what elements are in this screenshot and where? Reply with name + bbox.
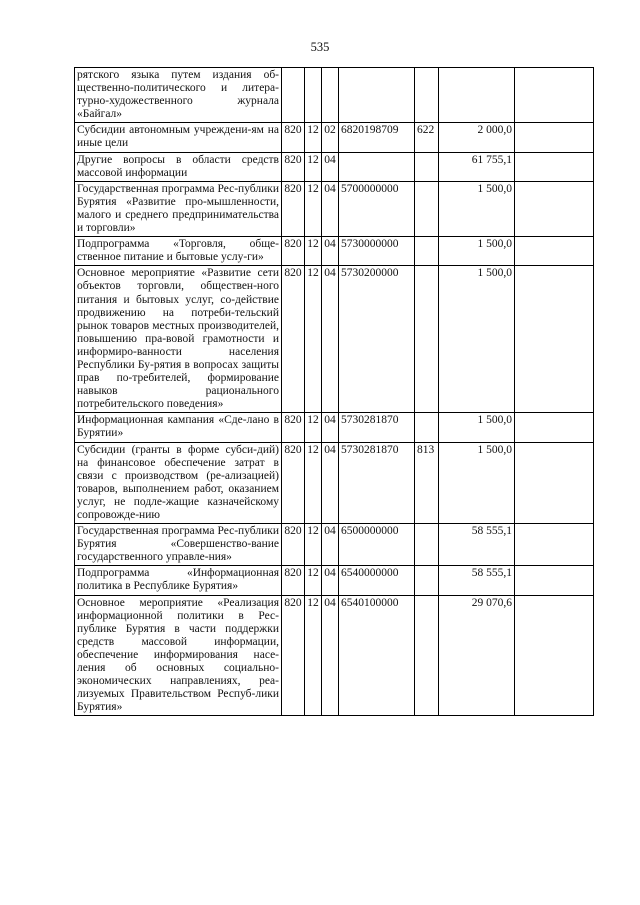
expense-type-cell [415, 266, 439, 413]
table-row [75, 123, 594, 152]
row-name-cell: Другие вопросы в области средств массовой информации [75, 152, 282, 181]
budget-table [74, 67, 594, 716]
target-article-cell: 5730000000 [339, 237, 415, 266]
subsection-code-cell: 04 [322, 566, 339, 595]
amount-cell: 1 500,0 [439, 413, 515, 442]
table-row [75, 68, 594, 123]
grbs-code-cell: 820 [282, 442, 305, 524]
row-name-cell: Основное мероприятие «Реализация информационной политики в Рес-публике Бурятия в части поддержки средств массовой информации, обеспечение информирования насе-ления об основных социально-экономических направлениях, реа-лизуемых Правительством Респуб-лики Бурятия» [75, 595, 282, 716]
extra-cell [515, 442, 594, 524]
amount-cell: 2 000,0 [439, 123, 515, 152]
target-article-cell: 5730200000 [339, 266, 415, 413]
grbs-code-cell: 820 [282, 566, 305, 595]
target-article-cell: 5730281870 [339, 413, 415, 442]
section-code-cell: 12 [305, 442, 322, 524]
grbs-code-cell: 820 [282, 181, 305, 236]
row-name-cell: Основное мероприятие «Развитие сети объектов торговли, обществен-ного питания и бытовых услуг, со-действие продвижению на потреби-тельский рынок товаров местных производителей, повышению пра-вовой грамотности и информиро-ванности населения Республики Бу-рятия в вопросах защиты прав по-требителей, формирование навыков рационального потребительского поведения» [75, 266, 282, 413]
row-name-cell: Государственная программа Рес-публики Бурятия «Развитие про-мышленности, малого и среднего предпринимательства и торговли» [75, 181, 282, 236]
subsection-code-cell: 04 [322, 266, 339, 413]
subsection-code-cell: 04 [322, 181, 339, 236]
target-article-cell: 5730281870 [339, 442, 415, 524]
amount-cell: 61 755,1 [439, 152, 515, 181]
target-article-cell [339, 152, 415, 181]
amount-cell: 58 555,1 [439, 566, 515, 595]
section-code-cell: 12 [305, 266, 322, 413]
amount-cell: 1 500,0 [439, 237, 515, 266]
extra-cell [515, 266, 594, 413]
section-code-cell: 12 [305, 181, 322, 236]
target-article-cell: 6500000000 [339, 524, 415, 566]
subsection-code-cell: 02 [322, 123, 339, 152]
section-code-cell: 12 [305, 237, 322, 266]
subsection-code-cell: 04 [322, 595, 339, 716]
target-article-cell: 6540000000 [339, 566, 415, 595]
expense-type-cell [415, 413, 439, 442]
grbs-code-cell: 820 [282, 524, 305, 566]
expense-type-cell [415, 237, 439, 266]
expense-type-cell [415, 68, 439, 123]
grbs-code-cell: 820 [282, 266, 305, 413]
expense-type-cell [415, 152, 439, 181]
row-name-cell: рятского языка путем издания об-щественно-политического и литера-турно-художественного журнала «Байгал» [75, 68, 282, 123]
target-article-cell: 6540100000 [339, 595, 415, 716]
row-name-cell: Информационная кампания «Сде-лано в Бурятии» [75, 413, 282, 442]
target-article-cell [339, 68, 415, 123]
section-code-cell: 12 [305, 152, 322, 181]
page-number: 535 [310, 40, 330, 54]
table-row [75, 413, 594, 442]
expense-type-cell: 622 [415, 123, 439, 152]
extra-cell [515, 566, 594, 595]
extra-cell [515, 237, 594, 266]
table-row [75, 442, 594, 524]
grbs-code-cell: 820 [282, 152, 305, 181]
subsection-code-cell: 04 [322, 524, 339, 566]
extra-cell [515, 524, 594, 566]
target-article-cell: 5700000000 [339, 181, 415, 236]
section-code-cell: 12 [305, 524, 322, 566]
extra-cell [515, 413, 594, 442]
subsection-code-cell [322, 68, 339, 123]
extra-cell [515, 68, 594, 123]
extra-cell [515, 152, 594, 181]
section-code-cell: 12 [305, 595, 322, 716]
subsection-code-cell: 04 [322, 413, 339, 442]
extra-cell [515, 595, 594, 716]
section-code-cell: 12 [305, 123, 322, 152]
table-row [75, 181, 594, 236]
amount-cell: 1 500,0 [439, 266, 515, 413]
amount-cell: 1 500,0 [439, 181, 515, 236]
row-name-cell: Подпрограмма «Торговля, обще-ственное питание и бытовые услу-ги» [75, 237, 282, 266]
expense-type-cell: 813 [415, 442, 439, 524]
table-row [75, 237, 594, 266]
amount-cell: 29 070,6 [439, 595, 515, 716]
grbs-code-cell: 820 [282, 595, 305, 716]
section-code-cell [305, 68, 322, 123]
row-name-cell: Субсидии автономным учреждени-ям на иные цели [75, 123, 282, 152]
subsection-code-cell: 04 [322, 152, 339, 181]
row-name-cell: Подпрограмма «Информационная политика в Республике Бурятия» [75, 566, 282, 595]
row-name-cell: Субсидии (гранты в форме субси-дий) на финансовое обеспечение затрат в связи с производством (ре-ализацией) товаров, выполнением работ, оказанием услуг, не подле-жащие казначейскому сопровожде-нию [75, 442, 282, 524]
section-code-cell: 12 [305, 413, 322, 442]
extra-cell [515, 181, 594, 236]
subsection-code-cell: 04 [322, 442, 339, 524]
amount-cell: 1 500,0 [439, 442, 515, 524]
table-row [75, 595, 594, 716]
subsection-code-cell: 04 [322, 237, 339, 266]
amount-cell [439, 68, 515, 123]
row-name-cell: Государственная программа Рес-публики Бурятия «Совершенство-вание государственного управле-ния» [75, 524, 282, 566]
grbs-code-cell [282, 68, 305, 123]
grbs-code-cell: 820 [282, 123, 305, 152]
grbs-code-cell: 820 [282, 237, 305, 266]
expense-type-cell [415, 524, 439, 566]
table-row [75, 566, 594, 595]
expense-type-cell [415, 566, 439, 595]
expense-type-cell [415, 181, 439, 236]
grbs-code-cell: 820 [282, 413, 305, 442]
amount-cell: 58 555,1 [439, 524, 515, 566]
table-row [75, 524, 594, 566]
section-code-cell: 12 [305, 566, 322, 595]
table-row [75, 266, 594, 413]
expense-type-cell [415, 595, 439, 716]
target-article-cell: 6820198709 [339, 123, 415, 152]
extra-cell [515, 123, 594, 152]
table-row [75, 152, 594, 181]
